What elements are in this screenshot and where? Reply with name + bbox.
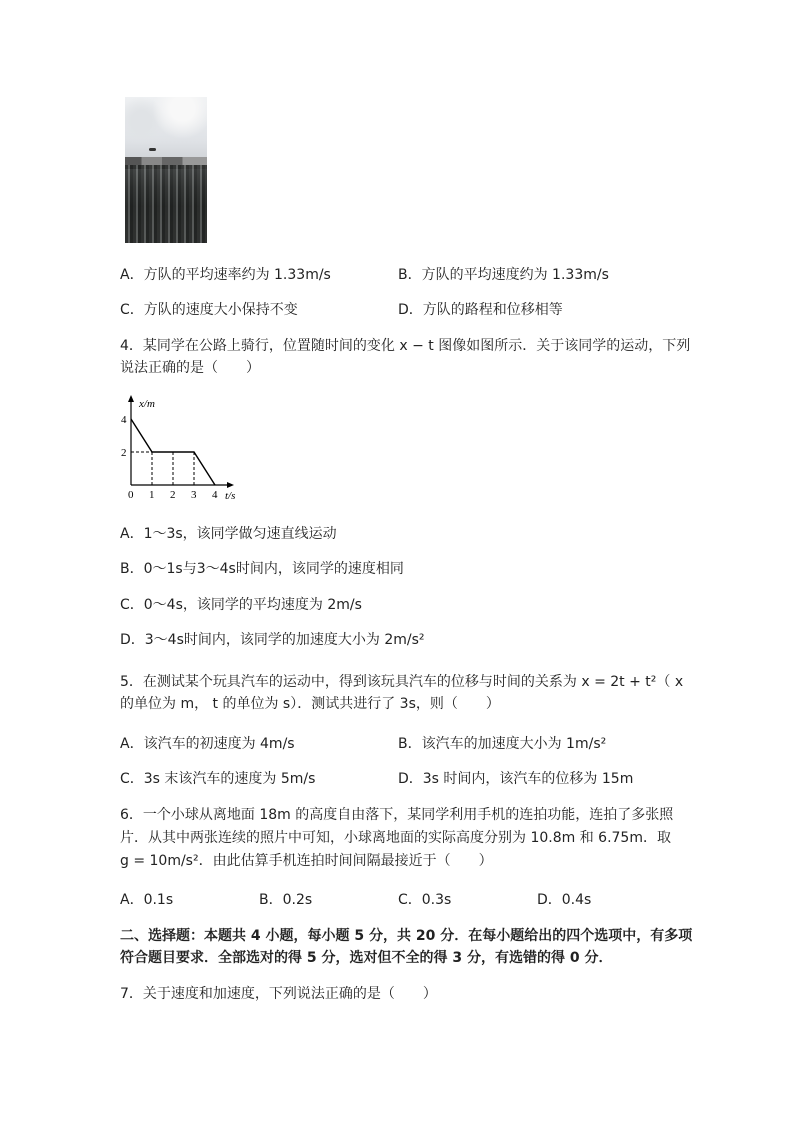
q6-option-b[interactable]: B．0.2s — [259, 892, 313, 908]
xt-graph — [113, 393, 243, 503]
section2-heading-line2: 符合题目要求．全部选对的得 5 分，选对但不全的得 3 分，有选错的得 0 分． — [120, 950, 613, 966]
q5-stem-line1: 5．在测试某个玩具汽车的运动中，得到该玩具汽车的位移与时间的关系为 x = 2t + t²（ x — [120, 674, 684, 690]
x-tick-label-3: 3 — [191, 489, 197, 501]
q4-option-b[interactable]: B．0～1s与3～4s时间内，该同学的速度相同 — [120, 561, 404, 577]
q7-stem: 7．关于速度和加速度，下列说法正确的是（ ） — [120, 986, 437, 1002]
q4-option-d[interactable]: D．3～4s时间内，该同学的加速度大小为 2m/s² — [120, 632, 425, 648]
y-tick-label-2: 2 — [121, 447, 127, 459]
y-axis-arrow — [128, 395, 134, 402]
q5-option-d[interactable]: D．3s 时间内，该汽车的位移为 15m — [398, 771, 634, 787]
y-axis-label: x/m — [139, 398, 155, 410]
x-axis-arrow — [227, 482, 234, 488]
section2-heading-line1: 二、选择题：本题共 4 小题，每小题 5 分，共 20 分．在每小题给出的四个选项中，有多项 — [120, 928, 693, 944]
q6-option-d[interactable]: D．0.4s — [537, 892, 592, 908]
q4-option-a[interactable]: A．1～3s，该同学做匀速直线运动 — [120, 526, 337, 542]
q5-option-b[interactable]: B．该汽车的加速度大小为 1m/s² — [398, 736, 607, 752]
x-tick-label-1: 1 — [149, 489, 155, 501]
q6-stem-line3: g = 10m/s²．由此估算手机连拍时间间隔最接近于（ ） — [120, 853, 493, 869]
q6-option-c[interactable]: C．0.3s — [398, 892, 452, 908]
q5-option-a[interactable]: A．该汽车的初速度为 4m/s — [120, 736, 295, 752]
q6-stem-line2: 片．从其中两张连续的照片中可知，小球离地面的实际高度分别为 10.8m 和 6.75m．取 — [120, 830, 671, 846]
photo-sky — [125, 97, 207, 157]
q5-stem-line2: 的单位为 m， t 的单位为 s）．测试共进行了 3s，则（ ） — [120, 696, 500, 712]
marching-formation-photo — [125, 97, 207, 243]
x-tick-label-0: 0 — [128, 489, 134, 501]
x-axis-label: t/s — [225, 490, 236, 502]
q6-option-a[interactable]: A．0.1s — [120, 892, 174, 908]
photo-crowd — [125, 165, 207, 243]
photo-aircraft — [149, 148, 156, 151]
q5-option-c[interactable]: C．3s 末该汽车的速度为 5m/s — [120, 771, 316, 787]
q4-stem-line1: 4．某同学在公路上骑行，位置随时间的变化 x − t 图像如图所示．关于该同学的运动，下列 — [120, 338, 691, 354]
y-tick-label-4: 4 — [121, 414, 127, 426]
q3-option-b[interactable]: B．方队的平均速度约为 1.33m/s — [398, 267, 609, 283]
q6-stem-line1: 6．一个小球从离地面 18m 的高度自由落下，某同学利用手机的连拍功能，连拍了多张照 — [120, 807, 674, 823]
q3-option-a[interactable]: A．方队的平均速率约为 1.33m/s — [120, 267, 331, 283]
x-tick-label-4: 4 — [212, 489, 218, 501]
q4-stem-line2: 说法正确的是（ ） — [120, 360, 260, 376]
x-tick-label-2: 2 — [170, 489, 176, 501]
q3-option-c[interactable]: C．方队的速度大小保持不变 — [120, 302, 298, 318]
q4-option-c[interactable]: C．0～4s，该同学的平均速度为 2m/s — [120, 597, 362, 613]
q3-option-d[interactable]: D．方队的路程和位移相等 — [398, 302, 563, 318]
